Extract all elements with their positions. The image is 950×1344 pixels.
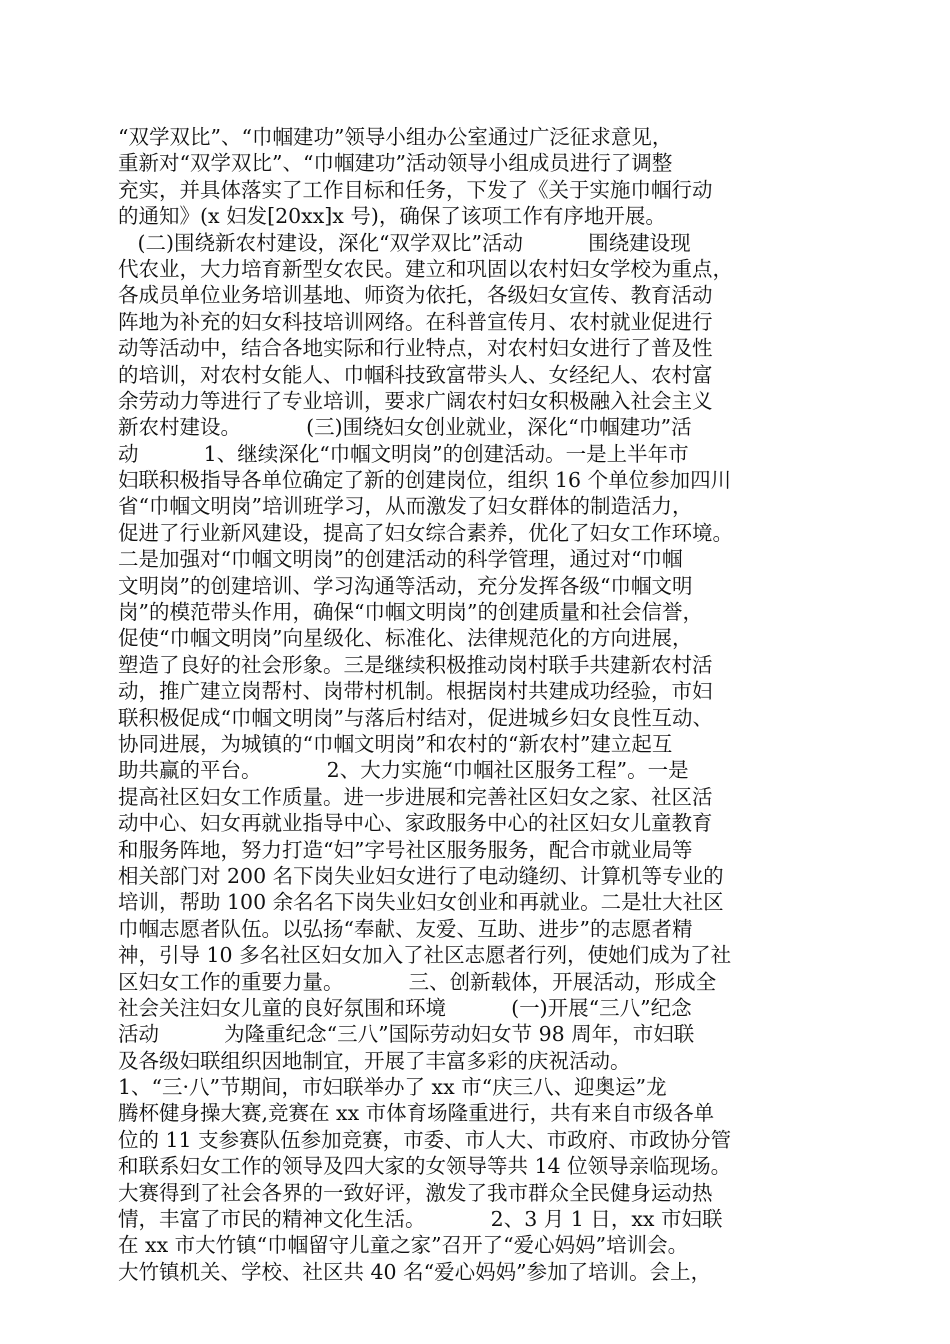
text-line: 及各级妇联组织因地制宜，开展了丰富多彩的庆祝活动。 [118, 1048, 631, 1073]
text-line: 促使“巾帼文明岗”向星级化、标准化、法律规范化的方向进展， [118, 626, 693, 651]
text-line: 妇联积极指导各单位确定了新的创建岗位，组织 16 个单位参加四川 [118, 468, 732, 493]
text-line: 相关部门对 200 名下岗失业妇女进行了电动缝纫、计算机等专业的 [118, 863, 724, 888]
text-line: 巾帼志愿者队伍。以弘扬“奉献、友爱、互助、进步”的志愿者精 [118, 916, 693, 941]
text-line: 文明岗”的创建培训、学习沟通等活动，充分发挥各级“巾帼文明 [118, 573, 693, 598]
text-line: 岗”的模范带头作用，确保“巾帼文明岗”的创建质量和社会信誉， [118, 600, 703, 625]
text-line: 情，丰富了市民的精神文化生活。 2、3 月 1 日，xx 市妇联 [118, 1207, 723, 1232]
text-line: 提高社区妇女工作质量。进一步进展和完善社区妇女之家、社区活 [118, 784, 713, 809]
text-line: 大赛得到了社会各界的一致好评，激发了我市群众全民健身运动热 [118, 1180, 713, 1205]
text-line: 和联系妇女工作的领导及四大家的女领导等共 14 位领导亲临现场。 [118, 1154, 732, 1179]
text-line: 新农村建设。 (三)围绕妇女创业就业，深化“巾帼建功”活 [118, 415, 692, 440]
text-line: 活动 为隆重纪念“三八”国际劳动妇女节 98 周年，市妇联 [118, 1022, 695, 1047]
text-line: 余劳动力等进行了专业培训，要求广阔农村妇女积极融入社会主义 [118, 388, 713, 413]
text-line: 代农业，大力培育新型女农民。建立和巩固以农村妇女学校为重点， [118, 256, 733, 281]
text-line: 在 xx 市大竹镇“巾帼留守儿童之家”召开了“爱心妈妈”培训会。 [118, 1233, 689, 1258]
text-line: 二是加强对“巾帼文明岗”的创建活动的科学管理，通过对“巾帼 [118, 547, 683, 572]
text-line: 充实，并具体落实了工作目标和任务，下发了《关于实施巾帼行动 [118, 177, 713, 202]
text-line: 腾杯健身操大赛,竞赛在 xx 市体育场隆重进行，共有来自市级各单 [118, 1101, 715, 1126]
text-line: 大竹镇机关、学校、社区共 40 名“爱心妈妈”参加了培训。会上， [118, 1259, 712, 1284]
text-line: 助共赢的平台。 2、大力实施“巾帼社区服务工程”。一是 [118, 758, 689, 783]
text-line: 1、“三·八”节期间，市妇联举办了 xx 市“庆三八、迎奥运”龙 [118, 1075, 667, 1100]
text-line: 动 1、继续深化“巾帼文明岗”的创建活动。一是上半年市 [118, 441, 689, 466]
text-line: 协同进展，为城镇的“巾帼文明岗”和农村的“新农村”建立起互 [118, 731, 673, 756]
text-line: 促进了行业新风建设，提高了妇女综合素养，优化了妇女工作环境。 [118, 520, 733, 545]
text-line: 动等活动中，结合各地实际和行业特点，对农村妇女进行了普及性 [118, 336, 713, 361]
text-line: 位的 11 支参赛队伍参加竞赛，市委、市人大、市政府、市政协分管 [118, 1127, 732, 1152]
text-line: (二)围绕新农村建设，深化“双学双比”活动 围绕建设现 [118, 230, 691, 255]
text-line: 重新对“双学双比”、“巾帼建功”活动领导小组成员进行了调整 [118, 151, 673, 176]
body-text [118, 124, 838, 1285]
text-line: 培训，帮助 100 余名名下岗失业妇女创业和再就业。二是壮大社区 [118, 890, 724, 915]
text-line: 各成员单位业务培训基地、师资为依托，各级妇女宣传、教育活动 [118, 283, 713, 308]
text-line: 塑造了良好的社会形象。三是继续积极推动岗村联手共建新农村活 [118, 652, 713, 677]
text-line: 联积极促成“巾帼文明岗”与落后村结对，促进城乡妇女良性互动、 [118, 705, 713, 730]
text-line: 神，引导 10 多名社区妇女加入了社区志愿者行列，使她们成为了社 [118, 943, 732, 968]
text-line: 和服务阵地，努力打造“妇”字号社区服务服务，配合市就业局等 [118, 837, 693, 862]
text-line: 的通知》(x 妇发[20xx]x 号)，确保了该项工作有序地开展。 [118, 204, 666, 229]
text-line: 动，推广建立岗帮村、岗带村机制。根据岗村共建成功经验，市妇 [118, 679, 713, 704]
text-line: 阵地为补充的妇女科技培训网络。在科普宣传月、农村就业促进行 [118, 309, 713, 334]
text-line: 省“巾帼文明岗”培训班学习，从而激发了妇女群体的制造活力， [118, 494, 693, 519]
text-line: “双学双比”、“巾帼建功”领导小组办公室通过广泛征求意见， [118, 125, 673, 149]
text-line: 动中心、妇女再就业指导中心、家政服务中心的社区妇女儿童教育 [118, 811, 713, 836]
text-line: 的培训，对农村女能人、巾帼科技致富带头人、女经纪人、农村富 [118, 362, 713, 387]
text-line: 社会关注妇女儿童的良好氛围和环境 (一)开展“三八”纪念 [118, 995, 692, 1020]
text-line: 区妇女工作的重要力量。 三、创新载体，开展活动，形成全 [118, 969, 717, 994]
